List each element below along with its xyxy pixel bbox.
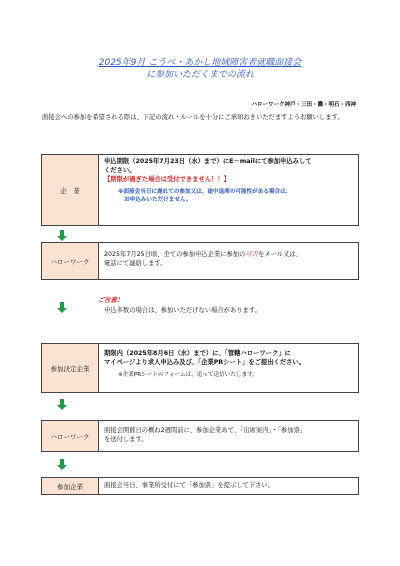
step-note: お申込みいただけません。 — [124, 197, 192, 203]
step-content — [99, 243, 358, 279]
step-label: 参加企業 — [42, 478, 99, 494]
step-label: 企 業 — [42, 155, 99, 225]
step-content — [99, 478, 358, 494]
step-participating-company — [41, 343, 359, 393]
step-text: 申込期限（2025年7月23日（水）まで）にE－mailにて参加申込みして — [104, 158, 312, 165]
step-text: 2025年7月25日頃、全ての参加申込企業に参加の可否をメール又は、 — [104, 251, 302, 258]
step-text: 電話にて連絡します。 — [104, 260, 167, 267]
step-note: ※面接会当日に遅れての参加又は、途中退席の可能性がある場合は、 — [118, 189, 292, 195]
step-company — [41, 154, 359, 226]
title-line-2: に参加いただくまでの流れ — [145, 70, 254, 80]
step-text: 期限内（2025年8月6日（水）まで）に、「管轄ハローワーク」に — [104, 350, 291, 357]
page-title — [0, 57, 400, 81]
title-line-1: 2025年9月 こうべ・あかし地域障害者就職面接会 — [98, 58, 302, 68]
step-text: を送付します。 — [104, 436, 148, 443]
step-label: 参加決定企業 — [42, 344, 99, 392]
step-text: 面接会開催日の概ね2週間前に、参加企業あて、「出席案内」・「参加票」 — [104, 427, 307, 434]
step-hellowork-notify — [41, 242, 359, 280]
step-content — [99, 421, 358, 451]
step-hellowork-send — [41, 420, 359, 452]
step-content — [99, 344, 358, 392]
organizer: ハローワーク神戸・三田・灘・明石・西神 — [251, 102, 356, 108]
step-label: ハローワーク — [42, 421, 99, 451]
caution-text: 申込多数の場合は、参加いただけない場合があります。 — [104, 307, 261, 314]
step-note: ※企業PRシートのフォームは、追って送信いたします。 — [118, 372, 258, 378]
step-content — [99, 155, 358, 225]
caution-heading: ご注意！ — [98, 297, 124, 304]
step-event-day — [41, 477, 359, 495]
step-label: ハローワーク — [42, 243, 99, 279]
step-text: ください。 — [104, 167, 136, 174]
deadline-warning: 【期限が過ぎた場合は受付できません！！】 — [104, 176, 230, 183]
step-text: マイページより求人申込み及び、「企業PRシート」をご提出ください。 — [104, 359, 306, 366]
highlight-text: 可否 — [245, 251, 258, 258]
caution-note — [98, 296, 360, 316]
intro-text: 面接会への参加を希望される際は、下記の流れ・ルールを十分にご承知おきいただますようお願いします。 — [42, 114, 344, 121]
step-text: 面接会当日、事業所受付にて「参加票」を提示して下さい。 — [104, 482, 275, 489]
